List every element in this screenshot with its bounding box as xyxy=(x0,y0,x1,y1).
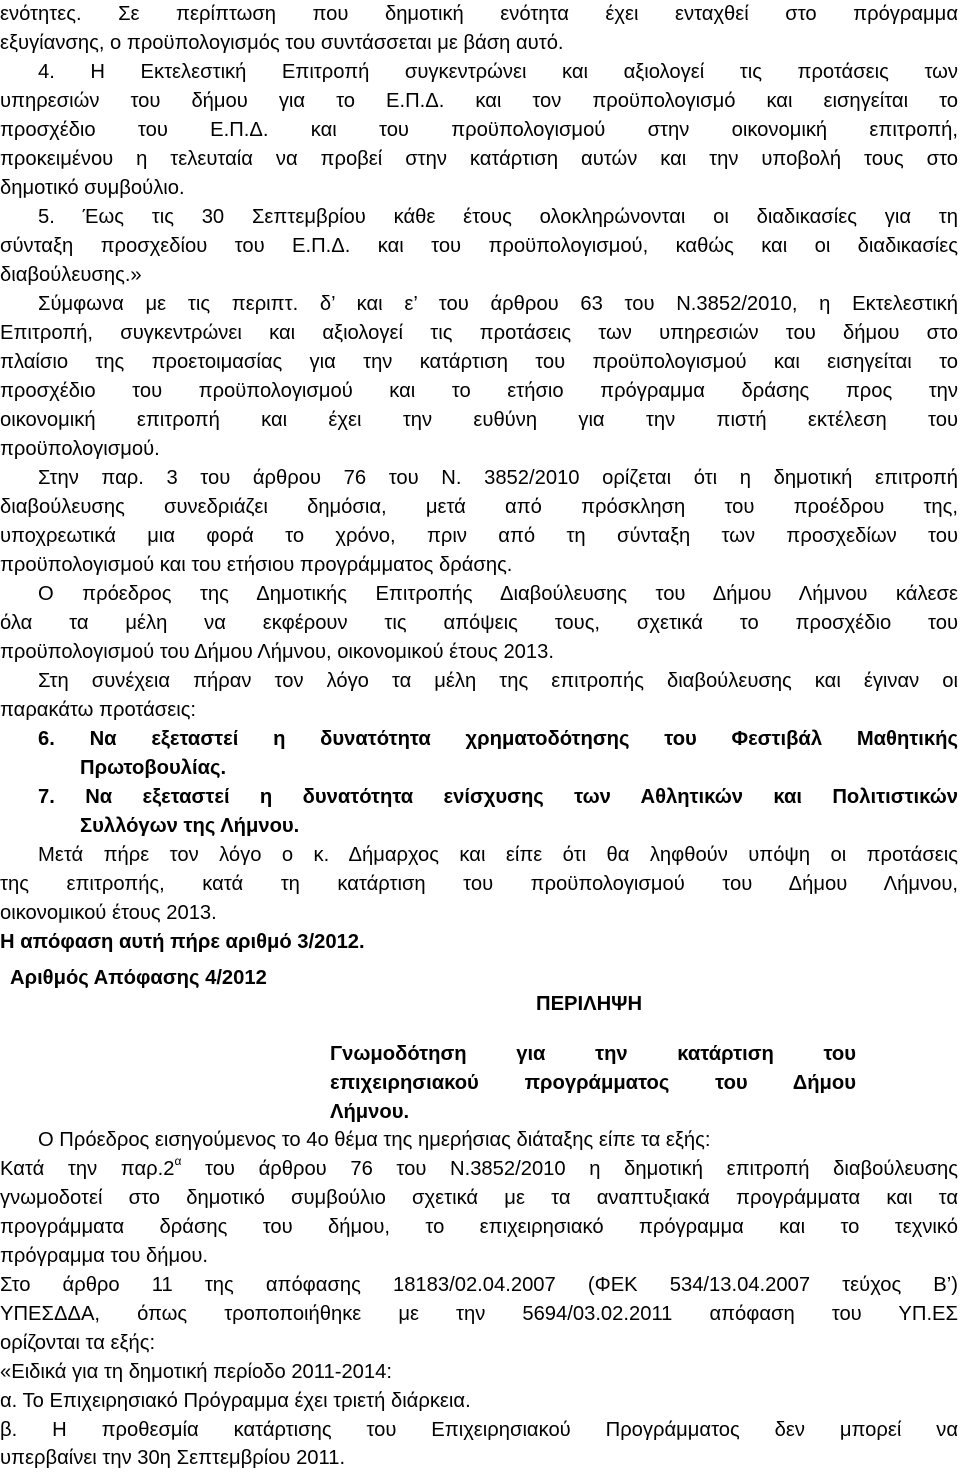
text-line: δημοτικό συμβούλιο. xyxy=(0,177,185,199)
decision-number-3: Η απόφαση αυτή πήρε αριθμό 3/2012. xyxy=(0,931,365,953)
text-span: Κατά την παρ.2 xyxy=(0,1158,175,1180)
text-line: ΥΠΕΣΔΔΑ, όπως τροποποιήθηκε με την 5694/03.02.2011 απόφαση του ΥΠ.ΕΣ xyxy=(0,1303,958,1325)
text-line: ενότητες. Σε περίπτωση που δημοτική ενότητα έχει ενταχθεί στο πρόγραμμα xyxy=(0,3,958,25)
proposal-7: 7. Να εξεταστεί η δυνατότητα ενίσχυσης των Αθλητικών και Πολιτιστικών xyxy=(38,786,958,808)
text-span: του άρθρου 76 του Ν.3852/2010 η δημοτική επιτροπή διαβούλευσης xyxy=(181,1158,958,1180)
paragraph-start: Στη συνέχεια πήραν τον λόγο τα μέλη της επιτροπής διαβούλευσης και έγιναν οι xyxy=(38,670,958,692)
text-line: οικονομικού έτους 2013. xyxy=(0,902,217,924)
text-line: διαβούλευσης.» xyxy=(0,264,142,286)
summary-heading: ΠΕΡΙΛΗΨΗ xyxy=(536,993,643,1015)
paragraph-start: Ο πρόεδρος της Δημοτικής Επιτροπής Διαβούλευσης του Δήμου Λήμνου κάλεσε xyxy=(38,583,958,605)
paragraph-start: Ο Πρόεδρος εισηγούμενος το 4ο θέμα της ημερήσιας διάταξης είπε τα εξής: xyxy=(38,1129,711,1151)
list-item-5: 5. Έως τις 30 Σεπτεμβρίου κάθε έτους ολοκληρώνονται οι διαδικασίες για τη xyxy=(38,206,958,228)
proposal-6-cont: Πρωτοβουλίας. xyxy=(80,757,227,779)
text-line: β. Η προθεσμία κατάρτισης του Επιχειρησιακού Προγράμματος δεν μπορεί να xyxy=(0,1419,958,1441)
text-line: υποχρεωτικά μια φορά το χρόνο, πριν από τη σύνταξη των προσχεδίων του xyxy=(0,525,958,547)
decision-heading-4: Αριθμός Απόφασης 4/2012 xyxy=(10,967,267,989)
text-line: προϋπολογισμού του Δήμου Λήμνου, οικονομικού έτους 2013. xyxy=(0,641,554,663)
text-line: σύνταξη προσχεδίου του Ε.Π.Δ. και του προϋπολογισμού, καθώς και οι διαδικασίες xyxy=(0,235,958,257)
text-line: πλαίσιο της προετοιμασίας για την κατάρτιση του προϋπολογισμού και εισηγείται το xyxy=(0,351,958,373)
proposal-6: 6. Να εξεταστεί η δυνατότητα χρηματοδότησης του Φεστιβάλ Μαθητικής xyxy=(38,728,958,750)
text-line: «Ειδικά για τη δημοτική περίοδο 2011-2014: xyxy=(0,1361,392,1383)
text-line: όλα τα μέλη να εκφέρουν τις απόψεις τους, σχετικά το προσχέδιο του xyxy=(0,612,958,634)
text-line: οικονομική επιτροπή και έχει την ευθύνη για την πιστή εκτέλεση του xyxy=(0,409,958,431)
paragraph-start: Στην παρ. 3 του άρθρου 76 του Ν. 3852/2010 ορίζεται ότι η δημοτική επιτροπή xyxy=(38,467,958,489)
summary-title-cont: Λήμνου. xyxy=(330,1101,410,1123)
text-line: ορίζονται τα εξής: xyxy=(0,1332,156,1354)
list-item-4: 4. Η Εκτελεστική Επιτροπή συγκεντρώνει και αξιολογεί τις προτάσεις των xyxy=(38,61,958,83)
text-line: προγράμματα δράσης του δήμου, το επιχειρησιακό πρόγραμμα και το τεχνικό xyxy=(0,1216,958,1238)
text-line: Επιτροπή, συγκεντρώνει και αξιολογεί τις προτάσεις των υπηρεσιών του δήμου στο xyxy=(0,322,958,344)
paragraph-start: Μετά πήρε τον λόγο ο κ. Δήμαρχος και είπε ότι θα ληφθούν υπόψη οι προτάσεις xyxy=(38,844,958,866)
text-line: προσχέδιο του Ε.Π.Δ. και του προϋπολογισμού στην οικονομική επιτροπή, xyxy=(0,119,958,141)
text-line: πρόγραμμα του δήμου. xyxy=(0,1245,208,1267)
text-line: εξυγίανσης, ο προϋπολογισμός του συντάσσεται με βάση αυτό. xyxy=(0,32,564,54)
text-line: παρακάτω προτάσεις: xyxy=(0,699,197,721)
text-line: υπηρεσιών του δήμου για το Ε.Π.Δ. και τον προϋπολογισμό και εισηγείται το xyxy=(0,90,958,112)
summary-title-cont: επιχειρησιακού προγράμματος του Δήμου xyxy=(330,1072,856,1094)
paragraph-start: Σύμφωνα με τις περιπτ. δ’ και ε’ του άρθρου 63 του Ν.3852/2010, η Εκτελεστική xyxy=(38,293,958,315)
text-line: διαβούλευσης συνεδριάζει δημόσια, μετά από πρόσκληση του προέδρου της, xyxy=(0,496,958,518)
text-line: Στο άρθρο 11 της απόφασης 18183/02.04.2007 (ΦΕΚ 534/13.04.2007 τεύχος Β’) xyxy=(0,1274,958,1296)
text-line: προϋπολογισμού. xyxy=(0,438,160,460)
text-line: γνωμοδοτεί στο δημοτικό συμβούλιο σχετικά με τα αναπτυξιακά προγράμματα και τα xyxy=(0,1187,958,1209)
text-line: της επιτροπής, κατά τη κατάρτιση του προϋπολογισμού του Δήμου Λήμνου, xyxy=(0,873,958,895)
summary-title: Γνωμοδότηση για την κατάρτιση του xyxy=(330,1043,856,1065)
text-line: προϋπολογισμού και του ετήσιου προγράμματος δράσης. xyxy=(0,554,513,576)
text-line: προκειμένου η τελευταία να προβεί στην κατάρτιση αυτών και την υποβολή τους στο xyxy=(0,148,958,170)
text-line: α. Το Επιχειρησιακό Πρόγραμμα έχει τριετή διάρκεια. xyxy=(0,1390,471,1412)
proposal-7-cont: Συλλόγων της Λήμνου. xyxy=(80,815,300,837)
text-line: προσχέδιο του προϋπολογισμού και το ετήσιο πρόγραμμα δράσης προς την xyxy=(0,380,958,402)
superscript: α xyxy=(174,1155,182,1169)
text-line xyxy=(0,1155,958,1184)
text-line: υπερβαίνει την 30η Σεπτεμβρίου 2011. xyxy=(0,1447,346,1469)
